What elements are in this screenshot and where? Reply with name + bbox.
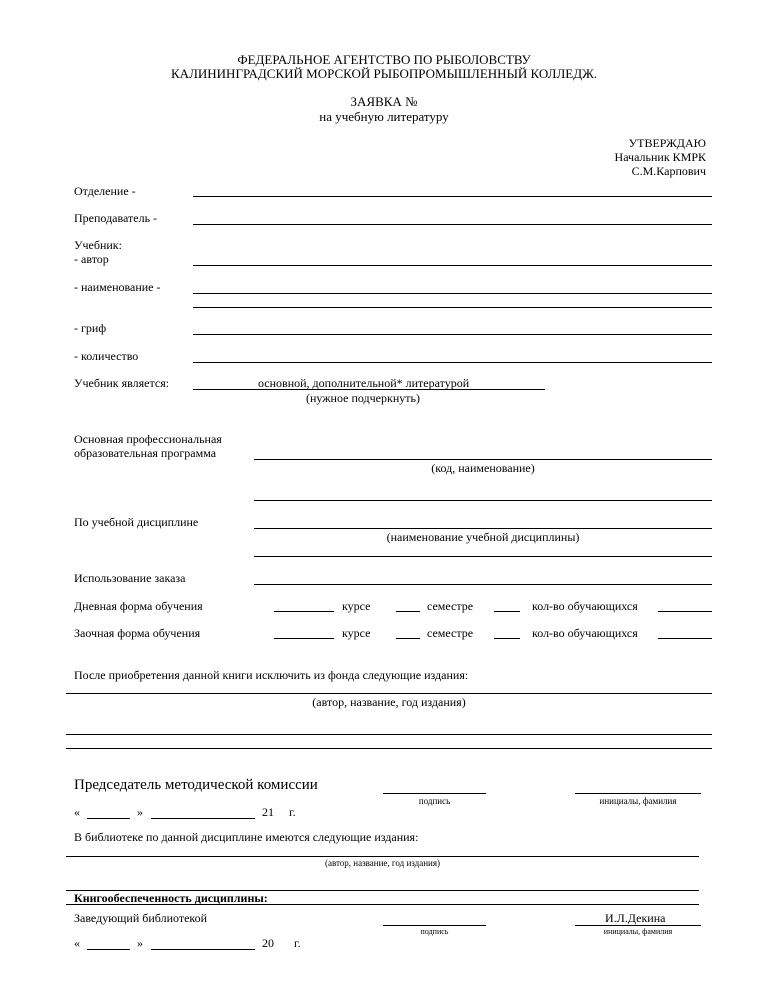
library-head-name: И.Л.Декина: [605, 911, 666, 925]
textbook-is-label: Учебник является:: [74, 376, 170, 390]
extramural-students-label: кол-во обучающихся: [532, 626, 638, 640]
form-subtitle: на учебную литературу: [319, 109, 449, 124]
department-label: Отделение -: [74, 184, 136, 198]
library-month-field[interactable]: [151, 949, 255, 950]
author-field[interactable]: [193, 265, 712, 266]
title-label: - наименование -: [74, 280, 161, 294]
chairman-quote-open: «: [74, 805, 80, 819]
order-use-label: Использование заказа: [74, 571, 186, 585]
chairman-initials-hint: инициалы, фамилия: [599, 796, 677, 806]
exclude-field[interactable]: [66, 693, 712, 694]
chairman-signature-hint: подпись: [418, 796, 451, 806]
library-head-initials-hint: инициалы, фамилия: [603, 927, 673, 936]
exclude-text: После приобретения данной книги исключить из фонда следующие издания:: [74, 668, 469, 682]
library-quote-open: «: [74, 936, 80, 950]
underline-hint: (нужное подчеркнуть): [306, 391, 420, 405]
provision-label: Книгообеспеченность дисциплины:: [74, 891, 268, 905]
order-use-field[interactable]: [254, 584, 712, 585]
library-head-signature-field[interactable]: [383, 925, 486, 926]
day-semester-label: семестре: [427, 599, 474, 613]
quantity-label: - количество: [74, 349, 139, 363]
day-count-blank[interactable]: [494, 611, 520, 612]
approval-label: УТВЕРЖДАЮ: [628, 136, 706, 150]
program-hint: (код, наименование): [431, 461, 535, 475]
day-semester-field[interactable]: [396, 611, 420, 612]
stamp-label: - гриф: [74, 321, 107, 335]
chairman-quote-close: »: [137, 805, 143, 819]
discipline-field-2[interactable]: [254, 556, 712, 557]
extramural-course-field[interactable]: [274, 638, 334, 639]
chairman-initials-field[interactable]: [575, 793, 701, 794]
textbook-type-field[interactable]: [193, 389, 545, 390]
title-field-2[interactable]: [193, 307, 712, 308]
chairman-year-suffix: г.: [289, 805, 296, 819]
discipline-field[interactable]: [254, 528, 712, 529]
extramural-semester-label: семестре: [427, 626, 474, 640]
title-field[interactable]: [193, 293, 712, 294]
approval-position: Начальник КМРК: [614, 150, 706, 164]
library-head-signature-hint: подпись: [420, 927, 449, 936]
chairman-month-field[interactable]: [151, 818, 255, 819]
library-available-field[interactable]: [66, 856, 699, 857]
extramural-students-field[interactable]: [658, 638, 712, 639]
extramural-form-label: Заочная форма обучения: [74, 626, 201, 640]
agency-name: ФЕДЕРАЛЬНОЕ АГЕНТСТВО ПО РЫБОЛОВСТВУ: [237, 52, 531, 67]
library-quote-close: »: [137, 936, 143, 950]
day-course-field[interactable]: [274, 611, 334, 612]
textbook-type-value: основной, дополнительной* литературой: [258, 376, 470, 390]
day-course-label: курсе: [342, 599, 371, 613]
department-field[interactable]: [193, 196, 712, 197]
chairman-year: 21: [262, 805, 274, 819]
form-title: ЗАЯВКА №: [350, 94, 418, 109]
program-label-2: образовательная программа: [74, 446, 217, 460]
stamp-field[interactable]: [193, 334, 712, 335]
teacher-field[interactable]: [193, 224, 712, 225]
approval-name: С.М.Карпович: [631, 164, 706, 178]
library-available-hint: (автор, название, год издания): [324, 858, 441, 868]
exclude-hint: (автор, название, год издания): [312, 695, 466, 709]
chairman-label: Председатель методической комиссии: [74, 777, 318, 793]
library-available-text: В библиотеке по данной дисциплине имеются следующие издания:: [74, 830, 419, 844]
discipline-label: По учебной дисциплине: [74, 515, 199, 529]
program-field-2[interactable]: [254, 500, 712, 501]
day-students-label: кол-во обучающихся: [532, 599, 638, 613]
day-form-label: Дневная форма обучения: [74, 599, 203, 613]
extramural-course-label: курсе: [342, 626, 371, 640]
program-label-1: Основная профессиональная: [74, 432, 222, 446]
day-students-field[interactable]: [658, 611, 712, 612]
chairman-day-field[interactable]: [87, 818, 130, 819]
discipline-hint: (наименование учебной дисциплины): [386, 530, 580, 544]
provision-field[interactable]: [66, 904, 699, 905]
exclude-field-3[interactable]: [66, 748, 712, 749]
extramural-count-blank[interactable]: [494, 638, 520, 639]
teacher-label: Преподаватель -: [74, 211, 158, 225]
library-year-suffix: г.: [294, 936, 301, 950]
textbook-label: Учебник:: [74, 238, 122, 252]
chairman-signature-field[interactable]: [383, 793, 486, 794]
library-year: 20: [262, 936, 274, 950]
library-day-field[interactable]: [87, 949, 130, 950]
exclude-field-2[interactable]: [66, 734, 712, 735]
college-name: КАЛИНИНГРАДСКИЙ МОРСКОЙ РЫБОПРОМЫШЛЕННЫЙ КОЛЛЕДЖ.: [171, 66, 597, 81]
program-field[interactable]: [254, 459, 712, 460]
extramural-semester-field[interactable]: [396, 638, 420, 639]
author-label: - автор: [74, 252, 109, 266]
library-head-initials-field[interactable]: [575, 925, 701, 926]
quantity-field[interactable]: [193, 362, 712, 363]
library-head-label: Заведующий библиотекой: [74, 911, 208, 925]
